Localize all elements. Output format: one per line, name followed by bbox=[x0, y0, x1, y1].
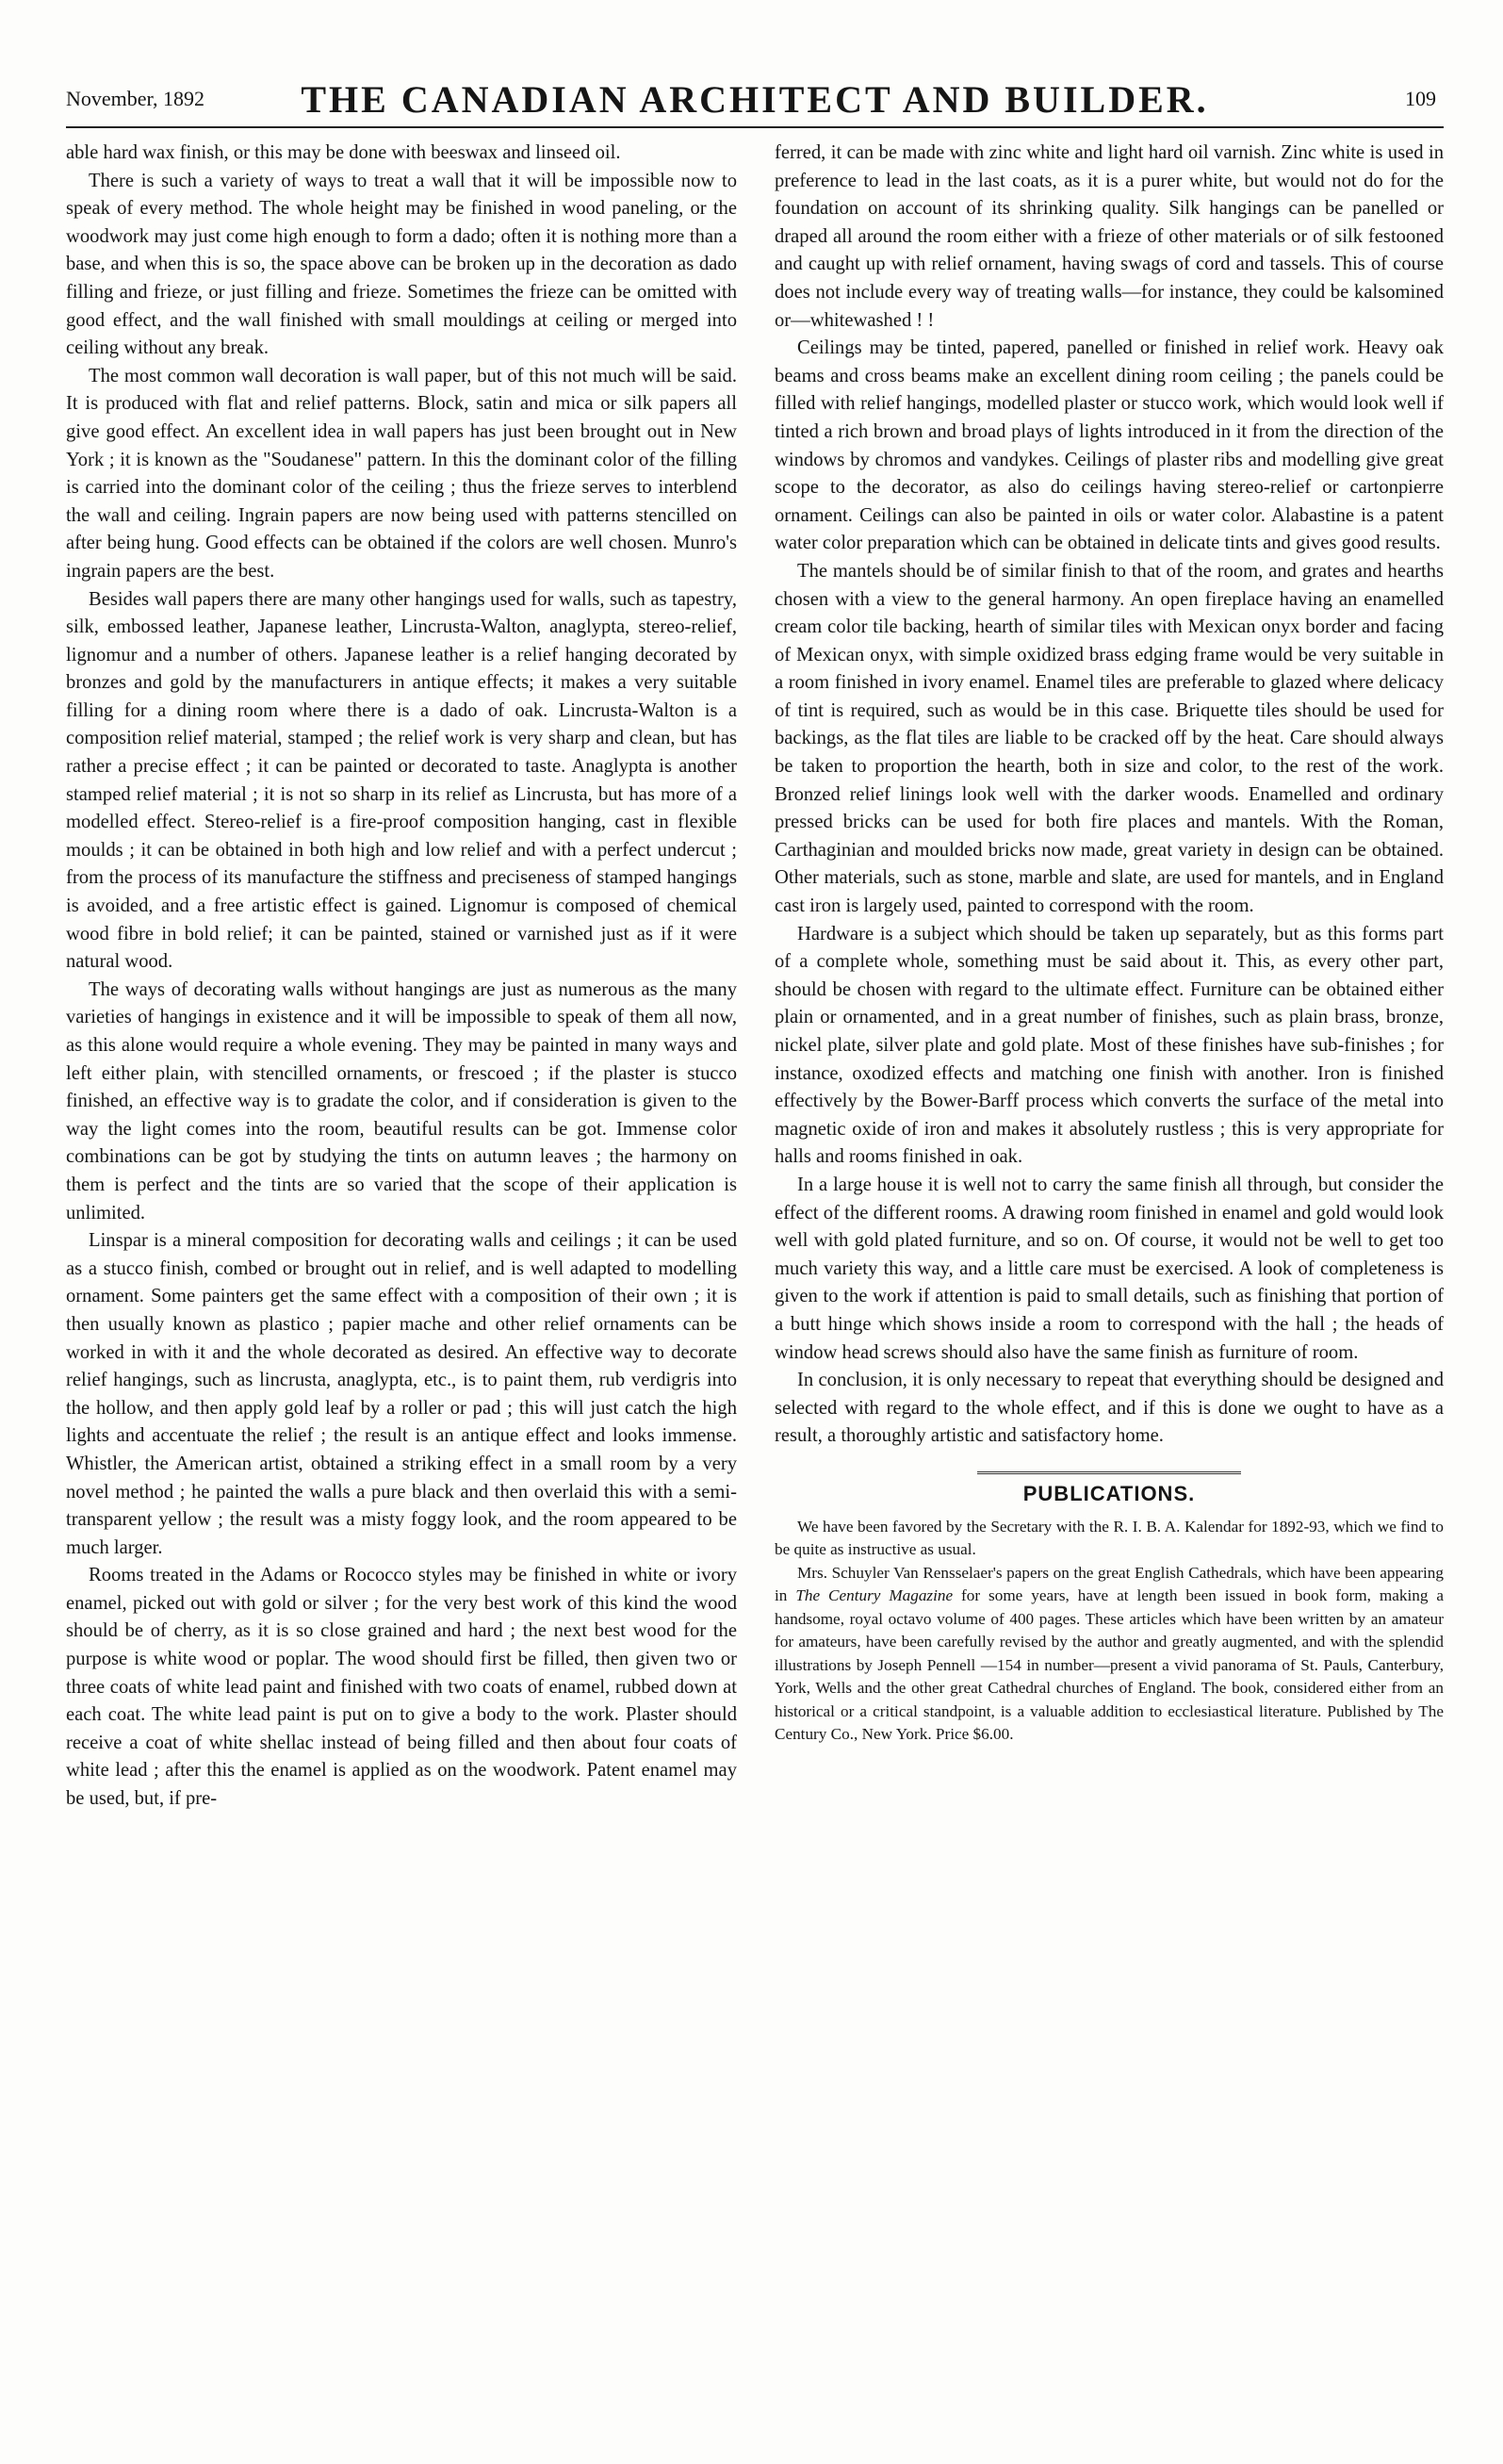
review-text-end: for some years, have at length been issued in book form, making a handsome, royal octavo volume of 400 pages. These articles which have been written by an amateur for amateurs, have been carefully revised by the author and greatly augmented, and with the splendid illustrations by Joseph Pennell —154 in number—present a vivid panorama of St. Pauls, Canterbury, York, Wells and the other great Cathedral churches of England. The book, considered either from an historical or a critical standpoint, is a valuable addition to ecclesiastical literature. Published by The Century Co., New York. Price $6.00. bbox=[775, 1586, 1444, 1743]
paragraph: The mantels should be of similar finish to that of the room, and grates and hearths chosen with a view to the general harmony. An open fireplace having an enamelled cream color tile backing, hearth of similar tiles with Mexican onyx border and facing of Mexican onyx, with simple oxidized brass edging frame would be very suitable in a room finished in ivory enamel. Enamel tiles are preferable to glazed where delicacy of tint is required, such as would be in this case. Briquette tiles should be used for backings, as the flat tiles are liable to be cracked off by the heat. Care should always be taken to proportion the hearth, both in size and color, to the rest of the work. Bronzed relief linings look well with the darker woods. Enamelled and ordinary pressed bricks can be used for both fire places and mantels. With the Roman, Carthaginian and moulded bricks now made, great variety in design can be obtained. Other materials, such as stone, marble and slate, are used for mantels, and in England cast iron is largely used, painted to correspond with the room. bbox=[775, 560, 1444, 917]
publication-review bbox=[775, 1562, 1444, 1747]
magazine-title: The Century Magazine bbox=[795, 1586, 954, 1604]
paragraph: The ways of decorating walls without hangings are just as numerous as the many varieties of hangings in existence and it will be impossible to speak of them all now, as this alone would require a whole evening. They may be painted in many ways and left either plain, with stencilled ornaments, or frescoed ; if the plaster is stucco finished, an effective way is to gradate the color, and if consideration is given to the way the light comes into the room, beautiful results can be got. Immense color combinations can be got by studying the tints on autumn leaves ; the harmony on them is perfect and the tints are so varied that the scope of their application is unlimited. bbox=[66, 978, 737, 1224]
paragraph: Ceilings may be tinted, papered, panelled or finished in relief work. Heavy oak beams and cross beams make an excellent dining room ceiling ; the panels could be filled with relief hangings, modelled plaster or stucco work, which would look well if tinted a rich brown and broad plays of lights introduced in it from the direction of the windows by chromos and vandykes. Ceilings of plaster ribs and modelling give great scope to the decorator, as also do ceilings having stereo-relief or cartonpierre ornament. Ceilings can also be painted in oils or water color. Alabastine is a patent water color preparation which can be obtained in delicate tints and gives good results. bbox=[775, 337, 1444, 554]
paragraph: In a large house it is well not to carry the same finish all through, but consider the effect of the different rooms. A drawing room finished in enamel and gold would look well with gold plated furniture, and so on. Of course, it would not be well to get too much variety this way, and a little care must be exercised. A look of completeness is given to the work if attention is paid to small details, such as finishing that portion of a butt hinge which shows inside a room to correspond with the hall ; the heads of window head screws should also have the same finish as furniture of room. bbox=[775, 1174, 1444, 1363]
left-column bbox=[66, 140, 737, 1814]
page-number: 109 bbox=[1405, 87, 1436, 110]
paragraph: In conclusion, it is only necessary to repeat that everything should be designed and selected with regard to the whole effect, and if this is done we ought to have as a result, a thoroughly artistic and satisfactory home. bbox=[775, 1370, 1444, 1447]
paragraph: The most common wall decoration is wall paper, but of this not much will be said. It is produced with flat and relief patterns. Block, satin and mica or silk papers all give good effect. An excellent idea in wall papers has just been brought out in New York ; it is known as the "Soudanese" pattern. In this the dominant color of the filling is carried into the dominant color of the ceiling ; thus the frieze serves to interblend the wall and ceiling. Ingrain papers are now being used with patterns stencilled on after being hung. Good effects can be obtained if the colors are well chosen. Munro's ingrain papers are the best. bbox=[66, 365, 737, 582]
paragraph: Hardware is a subject which should be taken up separately, but as this forms part of a complete whole, something must be said about it. This, as every other part, should be chosen with regard to the ultimate effect. Furniture can be obtained either plain or ornamented, and in a great number of finishes, such as plain brass, bronze, nickel plate, silver plate and gold plate. Most of these finishes have sub-finishes ; for instance, oxodized effects and matching one finish with another. Iron is finished effectively by the Bower-Barff process which converts the surface of the metal into magnetic oxide of iron and makes it absolutely rustless ; this is very appropriate for halls and rooms finished in oak. bbox=[775, 923, 1444, 1168]
publication-note: We have been favored by the Secretary with the R. I. B. A. Kalendar for 1892-93, which we find to be quite as instructive as usual. bbox=[775, 1517, 1444, 1558]
publications-heading: PUBLICATIONS. bbox=[977, 1471, 1241, 1508]
publications-section bbox=[775, 1471, 1444, 1747]
paragraph: Besides wall papers there are many other hangings used for walls, such as tapestry, silk, embossed leather, Japanese leather, Lincrusta-Walton, anaglypta, stereo-relief, lignomur and a number of others. Japanese leather is a relief hanging decorated by bronzes and gold by the manufacturers in antique effects; it makes a very suitable filling for a dining room where there is a dado of oak. Lincrusta-Walton is a composition relief material, stamped ; the relief work is very sharp and clean, but has rather a precise effect ; it can be painted or decorated to taste. Anaglypta is another stamped relief material ; it is not so sharp in its relief as Lincrusta, but has more of a modelled effect. Stereo-relief is a fire-proof composition hanging, cast in flexible moulds ; it can be obtained in both high and low relief and with a perfect undercut ; from the process of its manufacture the stiffness and preciseness of stamped hangings is avoided, and a free artistic effect is gained. Lignomur is composed of chemical wood fibre in bold relief; it can be painted, stained or varnished just as if it were natural wood. bbox=[66, 588, 737, 973]
page-header bbox=[66, 74, 1444, 128]
paragraph: Rooms treated in the Adams or Rococco styles may be finished in white or ivory enamel, picked out with gold or silver ; for the very best work of this kind the wood should be of cherry, as it is so close grained and hard ; the next best wood for the purpose is white wood or poplar. The wood should first be filled, then given two or three coats of white lead paint and finished with two coats of enamel, rubbed down at each coat. The white lead paint is put on to give a body to the work. Plaster should receive a coat of white shellac instead of being filled and then about four coats of white lead ; after this the enamel is applied as on the woodwork. Patent enamel may be used, but, if pre- bbox=[66, 1565, 737, 1810]
right-column bbox=[775, 140, 1444, 1747]
issue-date: November, 1892 bbox=[66, 87, 204, 110]
review-text-start: Mrs. Schuyler Van Rensselaer's papers on the great English Cathedrals, which have been appearing in bbox=[775, 1563, 1444, 1604]
newspaper-page bbox=[66, 74, 1444, 2430]
paragraph: able hard wax finish, or this may be done with beeswax and linseed oil. bbox=[66, 142, 621, 163]
publication-title: THE CANADIAN ARCHITECT AND BUILDER. bbox=[301, 78, 1209, 121]
paragraph: Linspar is a mineral composition for decorating walls and ceilings ; it can be used as a stucco finish, combed or brought out in relief, and is well adapted to modelling ornament. Some painters get the same effect with a composition of their own ; it is then usually known as plastico ; papier mache and other relief ornaments can be worked in with it and the whole decorated as desired. An effective way to decorate relief hangings, such as lincrusta, anaglypta, etc., is to paint them, rub verdigris into the hollow, and then apply gold leaf by a roller or pad ; this will just catch the high lights and accentuate the relief ; the result is an antique effect and looks immense. Whistler, the American artist, obtained a striking effect in a small room by a very novel method ; he painted the walls a pure black and then overlaid this with a semi-transparent yellow ; the result was a misty foggy look, and the room appeared to be much larger. bbox=[66, 1230, 737, 1558]
paragraph: There is such a variety of ways to treat a wall that it will be impossible now to speak of every method. The whole height may be finished in wood paneling, or the woodwork may just come high enough to form a dado; often it is nothing more than a base, and when this is so, the space above can be broken up in the decoration as dado filling and frieze, or just filling and frieze. Sometimes the frieze can be omitted with good effect, and the wall finished with small mouldings at ceiling or merged into ceiling without any break. bbox=[66, 170, 737, 359]
paragraph: ferred, it can be made with zinc white and light hard oil varnish. Zinc white is used in preference to lead in the last coats, as it is a purer white, but would not do for the foundation on account of its shrinking quality. Silk hangings can be panelled or draped all around the room either with a frieze of other materials or of silk festooned and caught up with relief ornament, having swags of cord and tassels. This of course does not include every way of treating walls—for instance, they could be kalsomined or—whitewashed ! ! bbox=[775, 142, 1444, 331]
